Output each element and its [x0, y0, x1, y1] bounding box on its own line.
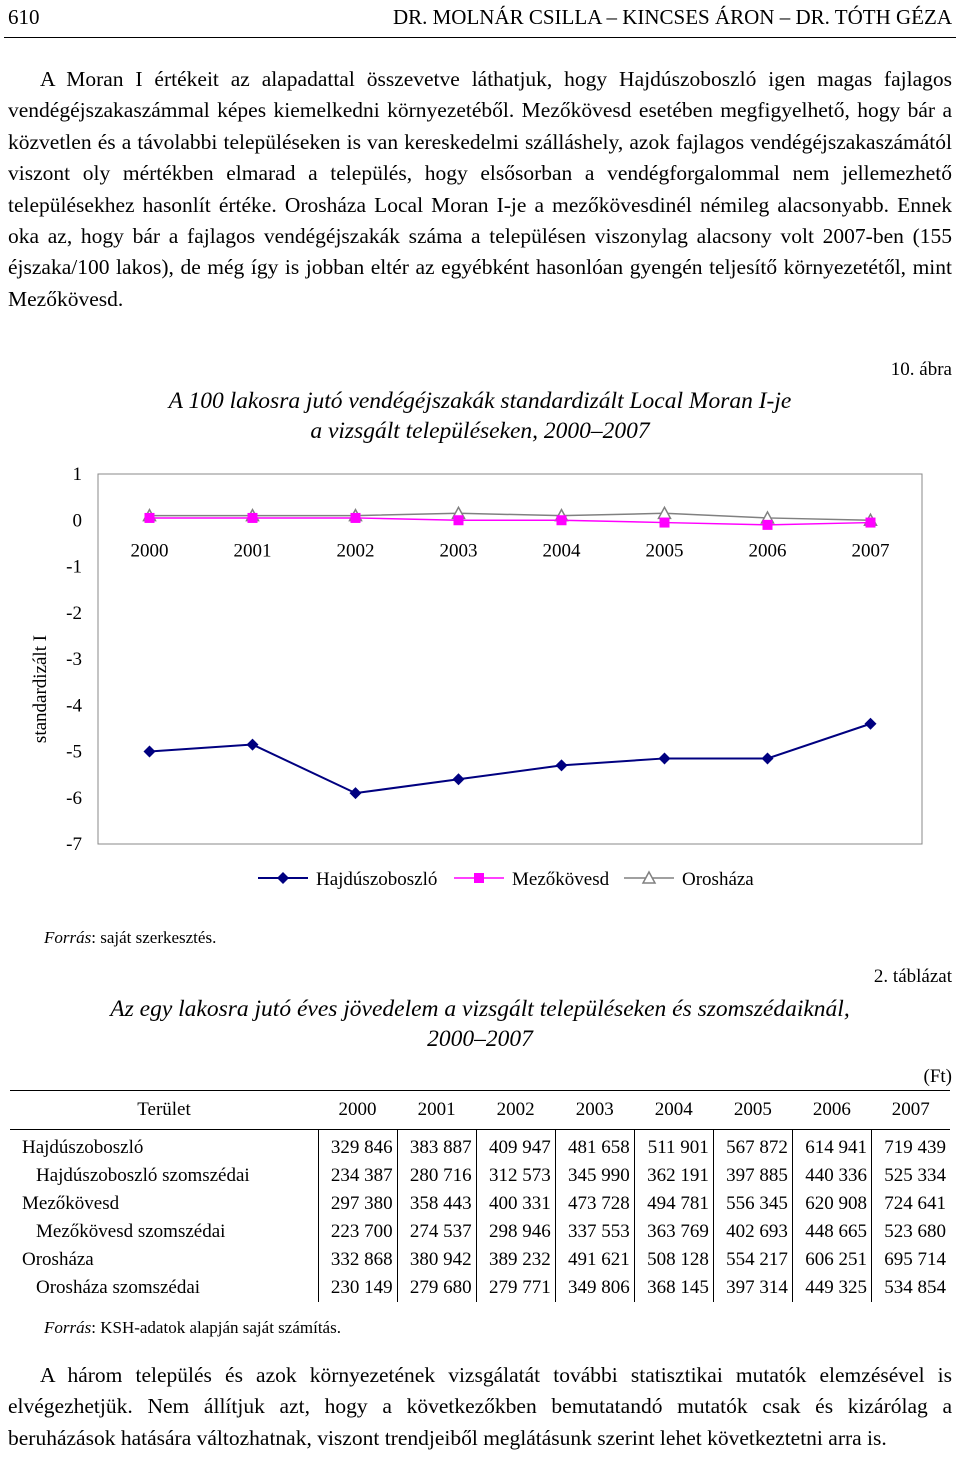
table-cell: 494 781: [634, 1190, 713, 1218]
table-cell: 358 443: [397, 1190, 476, 1218]
column-header: 2001: [397, 1091, 476, 1130]
table-cell: 511 901: [634, 1130, 713, 1163]
data-point: [247, 739, 259, 751]
table-row: [10, 1274, 950, 1302]
y-tick-label: -6: [66, 787, 82, 809]
table-cell: 554 217: [713, 1246, 792, 1274]
table-cell: 389 232: [476, 1246, 555, 1274]
y-tick-label: -2: [66, 602, 82, 624]
figure-label: 10. ábra: [890, 359, 952, 380]
table-cell: 567 872: [713, 1130, 792, 1163]
x-tick-label: 2002: [336, 540, 375, 562]
plot-area-border: [98, 474, 922, 844]
row-label: Orosháza szomszédai: [36, 1277, 201, 1298]
column-header: 2005: [713, 1091, 792, 1130]
page-number: 610: [8, 5, 40, 29]
data-point: [865, 718, 877, 730]
table-cell: 298 946: [476, 1218, 555, 1246]
figure-source-prefix: Forrás: [44, 928, 92, 947]
data-point: [763, 520, 773, 530]
row-label: Hajdúszoboszló szomszédai: [36, 1165, 250, 1186]
table-cell: 297 380: [318, 1190, 397, 1218]
table-cell: 614 941: [792, 1130, 871, 1163]
table-cell: 473 728: [555, 1190, 634, 1218]
table-cell: 368 145: [634, 1274, 713, 1302]
table-cell: 400 331: [476, 1190, 555, 1218]
table-cell: 362 191: [634, 1162, 713, 1190]
table-cell: 556 345: [713, 1190, 792, 1218]
data-point: [557, 515, 567, 525]
table-cell: 329 846: [318, 1130, 397, 1163]
column-header: 2004: [634, 1091, 713, 1130]
table-cell: 274 537: [397, 1218, 476, 1246]
y-tick-label: -3: [66, 649, 82, 670]
header-rule: [4, 37, 956, 38]
data-point: [659, 752, 671, 764]
table-cell: 332 868: [318, 1246, 397, 1274]
body-paragraph-1: A Moran I értékeit az alapadattal összevetve láthatjuk, hogy Hajdúszoboszló igen magas fajlagos vendégéjszakaszámmal képes kiemelkedni környezetéből. Mezőkövesd esetében megfigyelhető, hogy bár a közvetlen és a távolabbi településeken is van kereskedelmi szálláshely, azok fajlagos vendégéjszakaszámától viszont oly mértékben elmarad a település, hogy elsősorban a vendégforgalommal nem jellemezhető településekhez hasonlít értéke. Orosháza Local Moran I-je a mezőkövesdinél némileg alacsonyabb. Ennek oka az, hogy bár a fajlagos vendégéjszakák száma a településen viszonylag alacsony volt 2007-ben (155 éjszaka/100 lakos), de még így is jobban eltér az egyébként hasonlóan gyengén teljesítő környezetétől, mint Mezőkövesd.: [8, 67, 952, 311]
income-table: [10, 1090, 950, 1302]
table-cell: 724 641: [871, 1190, 950, 1218]
x-tick-label: 2000: [130, 540, 169, 562]
data-point: [866, 518, 876, 528]
table-source-text: : KSH-adatok alapján saját számítás.: [91, 1318, 341, 1337]
x-tick-label: 2001: [233, 540, 272, 562]
y-axis-label: standardizált I: [30, 634, 51, 744]
table-cell: 525 334: [871, 1162, 950, 1190]
x-tick-label: 2007: [851, 540, 890, 562]
table-cell: 534 854: [871, 1274, 950, 1302]
table-cell: 363 769: [634, 1218, 713, 1246]
table-title-line-2: 2000–2007: [427, 1026, 533, 1052]
x-tick-label: 2006: [748, 540, 787, 562]
table-cell: 234 387: [318, 1162, 397, 1190]
table-cell: 606 251: [792, 1246, 871, 1274]
data-point: [351, 513, 361, 523]
table-cell: 695 714: [871, 1246, 950, 1274]
table-cell: 491 621: [555, 1246, 634, 1274]
table-row: [10, 1162, 950, 1190]
legend-label: Orosháza: [682, 869, 754, 890]
figure-title-line-1: A 100 lakosra jutó vendégéjszakák standardizált Local Moran I-je: [168, 388, 792, 414]
x-tick-label: 2003: [439, 540, 478, 562]
y-tick-label: 0: [72, 510, 82, 532]
table-title-line-1: Az egy lakosra jutó éves jövedelem a vizsgált településeken és szomszédaiknál,: [110, 996, 850, 1022]
table-cell: 402 693: [713, 1218, 792, 1246]
y-tick-label: 1: [72, 464, 82, 485]
row-label: Hajdúszoboszló: [22, 1137, 144, 1158]
table-unit: (Ft): [923, 1066, 952, 1087]
row-label: Orosháza: [22, 1249, 94, 1270]
table-cell: 349 806: [555, 1274, 634, 1302]
table-cell: 312 573: [476, 1162, 555, 1190]
table-source-prefix: Forrás: [44, 1318, 92, 1337]
table-row: [10, 1246, 950, 1274]
row-label: Mezőkövesd szomszédai: [36, 1221, 226, 1242]
table-cell: 380 942: [397, 1246, 476, 1274]
table-cell: 448 665: [792, 1218, 871, 1246]
table-cell: 230 149: [318, 1274, 397, 1302]
table-cell: 279 771: [476, 1274, 555, 1302]
column-header: Terület: [10, 1091, 318, 1130]
table-cell: 508 128: [634, 1246, 713, 1274]
figure-title-line-2: a vizsgált településeken, 2000–2007: [310, 418, 650, 444]
table-cell: 409 947: [476, 1130, 555, 1163]
table-cell: 279 680: [397, 1274, 476, 1302]
column-header: 2000: [318, 1091, 397, 1130]
moran-line-chart: [0, 450, 960, 905]
x-tick-label: 2004: [542, 540, 581, 562]
table-cell: 620 908: [792, 1190, 871, 1218]
legend-label: Hajdúszoboszló: [316, 869, 438, 890]
table-row: [10, 1190, 950, 1218]
table-source: [44, 1318, 341, 1338]
legend-marker: [277, 872, 289, 884]
x-tick-label: 2005: [645, 540, 684, 562]
data-point: [454, 515, 464, 525]
table-cell: 481 658: [555, 1130, 634, 1163]
table-cell: 523 680: [871, 1218, 950, 1246]
table-cell: 383 887: [397, 1130, 476, 1163]
column-header: 2007: [871, 1091, 950, 1130]
table-cell: 223 700: [318, 1218, 397, 1246]
figure-source-text: : saját szerkesztés.: [91, 928, 217, 947]
data-point: [350, 787, 362, 799]
figure-source: [44, 928, 216, 948]
table-row: [10, 1218, 950, 1246]
table-label: 2. táblázat: [873, 966, 952, 987]
table-cell: 440 336: [792, 1162, 871, 1190]
data-point: [145, 513, 155, 523]
data-point: [248, 513, 258, 523]
table-cell: 397 885: [713, 1162, 792, 1190]
table-cell: 719 439: [871, 1130, 950, 1163]
data-point: [762, 752, 774, 764]
table-cell: 397 314: [713, 1274, 792, 1302]
running-head: DR. MOLNÁR CSILLA – KINCSES ÁRON – DR. TÓTH GÉZA: [392, 5, 952, 29]
data-point: [556, 759, 568, 771]
column-header: 2002: [476, 1091, 555, 1130]
y-tick-label: -5: [66, 741, 82, 763]
table-cell: 337 553: [555, 1218, 634, 1246]
y-tick-label: -7: [66, 834, 82, 855]
table-cell: 345 990: [555, 1162, 634, 1190]
row-label: Mezőkövesd: [22, 1193, 120, 1214]
column-header: 2003: [555, 1091, 634, 1130]
column-header: 2006: [792, 1091, 871, 1130]
body-paragraph-2: A három település és azok környezetének vizsgálatát további statisztikai mutatók elemzésével is elvégezhetjük. Nem állítjuk azt, hogy a következőkben bemutatandó mutatók csak és kizárólag a beruházások hatására változhatnak, viszont trendjeiből meglátásunk szerint lehet következtetni arra is.: [8, 1363, 952, 1450]
y-tick-label: -4: [66, 695, 82, 717]
table-cell: 280 716: [397, 1162, 476, 1190]
data-point: [453, 773, 465, 785]
data-point: [144, 746, 156, 758]
table-row: [10, 1130, 950, 1163]
table-cell: 449 325: [792, 1274, 871, 1302]
table-header-row: [10, 1091, 950, 1130]
legend-label: Mezőkövesd: [512, 869, 610, 890]
data-point: [660, 518, 670, 528]
legend-marker: [474, 873, 484, 883]
y-tick-label: -1: [66, 556, 82, 578]
